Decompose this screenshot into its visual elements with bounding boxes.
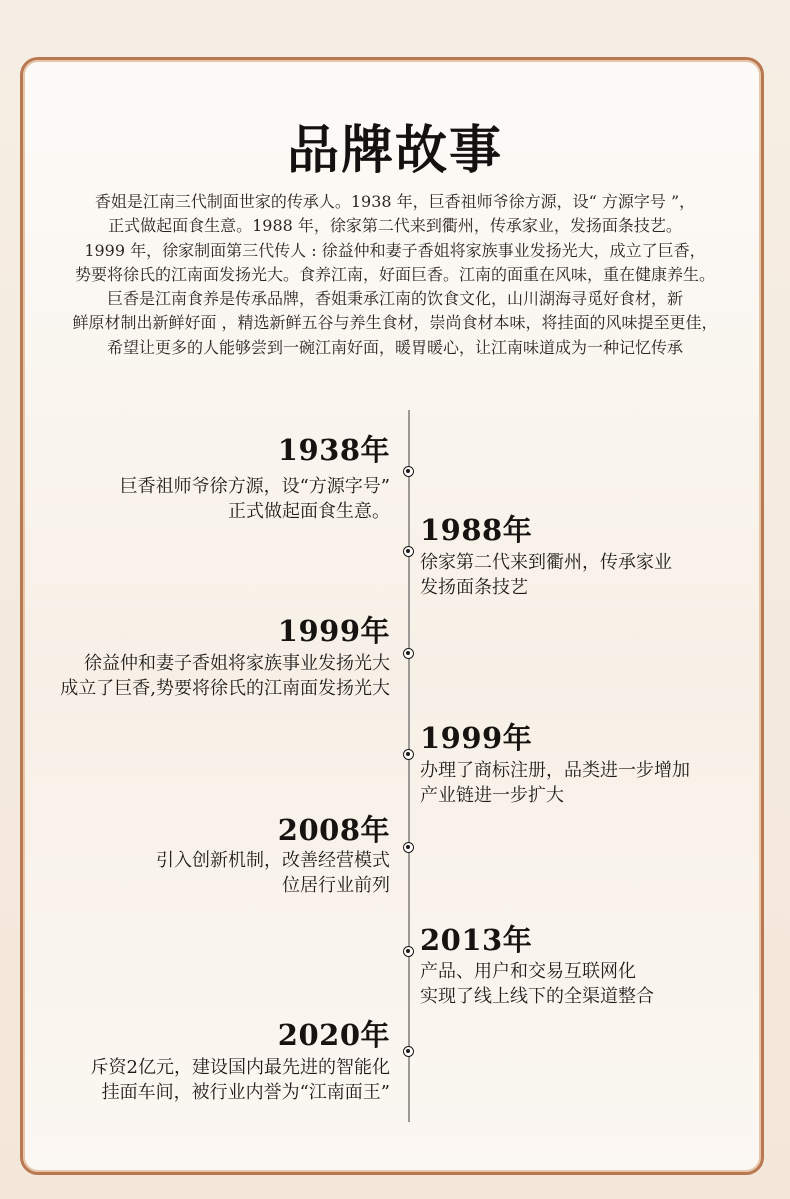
timeline-desc-line: 徐家第二代来到衢州，传承家业 [420,552,672,573]
timeline-desc-line: 办理了商标注册，品类进一步增加 [420,760,690,781]
intro-line: 鲜原材制出新鲜好面 ，精选新鲜五谷与养生食材，崇尚食材本味，将挂面的风味提至更佳， [72,313,718,333]
timeline-desc-line: 产业链进一步扩大 [420,785,564,806]
timeline-desc-1999-b [420,758,690,808]
intro-line: 香姐是江南三代制面世家的传承人。1938 年，巨香祖师爷徐方源，设“ 方源字号 ”， [94,192,696,211]
timeline-year-1988: 1988年 [420,513,533,547]
timeline-year-1999-a: 1999年 [277,614,390,648]
timeline-year-1999-b: 1999年 [420,721,533,755]
timeline-desc-line: 正式做起面食生意。 [228,501,390,522]
timeline-desc-line: 徐益仲和妻子香姐将家族事业发扬光大 [84,653,390,674]
timeline-dot-icon [403,648,414,659]
timeline-desc-line: 巨香祖师爷徐方源，设“方源字号” [119,476,390,497]
timeline-desc-line: 位居行业前列 [282,875,390,896]
timeline-desc-1999-a [60,651,390,701]
brand-intro [0,190,790,360]
timeline-year-1938: 1938年 [277,433,390,467]
intro-line: 巨香是江南食养是传承品牌，香姐秉承江南的饮食文化，山川湖海寻觅好食材，新 [106,289,683,309]
timeline-year-2020: 2020年 [277,1018,390,1052]
timeline-desc-2008 [156,848,390,898]
timeline-dot-icon [403,466,414,477]
timeline-desc-line: 产品、用户和交易互联网化 [420,961,636,982]
timeline-desc-line: 实现了线上线下的全渠道整合 [420,986,654,1007]
timeline-desc-line: 挂面车间，被行业内誉为“江南面王” [101,1082,390,1103]
intro-line: 希望让更多的人能够尝到一碗江南好面，暖胃暖心，让江南味道成为一种记忆传承 [106,337,683,357]
timeline-desc-line: 引入创新机制，改善经营模式 [156,850,390,871]
timeline-desc-line: 斥资2亿元，建设国内最先进的智能化 [90,1057,390,1078]
timeline-axis [408,410,410,1122]
timeline-dot-icon [403,546,414,557]
timeline-dot-icon [403,946,414,957]
timeline-dot-icon [403,749,414,760]
timeline-desc-line: 成立了巨香,势要将徐氏的江南面发扬光大 [60,678,390,699]
timeline-desc-1938 [120,474,390,524]
page-title: 品牌故事 [286,120,503,181]
timeline-year-2013: 2013年 [420,923,533,957]
intro-line: 势要将徐氏的江南面发扬光大。食养江南，好面巨香。江南的面重在风味，重在健康养生。 [74,264,715,284]
timeline-year-2008: 2008年 [277,813,390,847]
timeline-desc-line: 发扬面条技艺 [420,577,528,598]
timeline-desc-2020 [91,1055,390,1105]
timeline-dot-icon [403,842,414,853]
timeline-desc-1988 [420,550,672,600]
intro-line: 1999 年，徐家制面第三代传人 : 徐益仲和妻子香姐将家族事业发扬光大，成立了巨香， [84,240,706,260]
timeline-dot-icon [403,1046,414,1057]
timeline-desc-2013 [420,959,654,1009]
intro-line: 正式做起面食生意。1988 年，徐家第二代来到衢州，传承家业，发扬面条技艺。 [108,216,682,236]
